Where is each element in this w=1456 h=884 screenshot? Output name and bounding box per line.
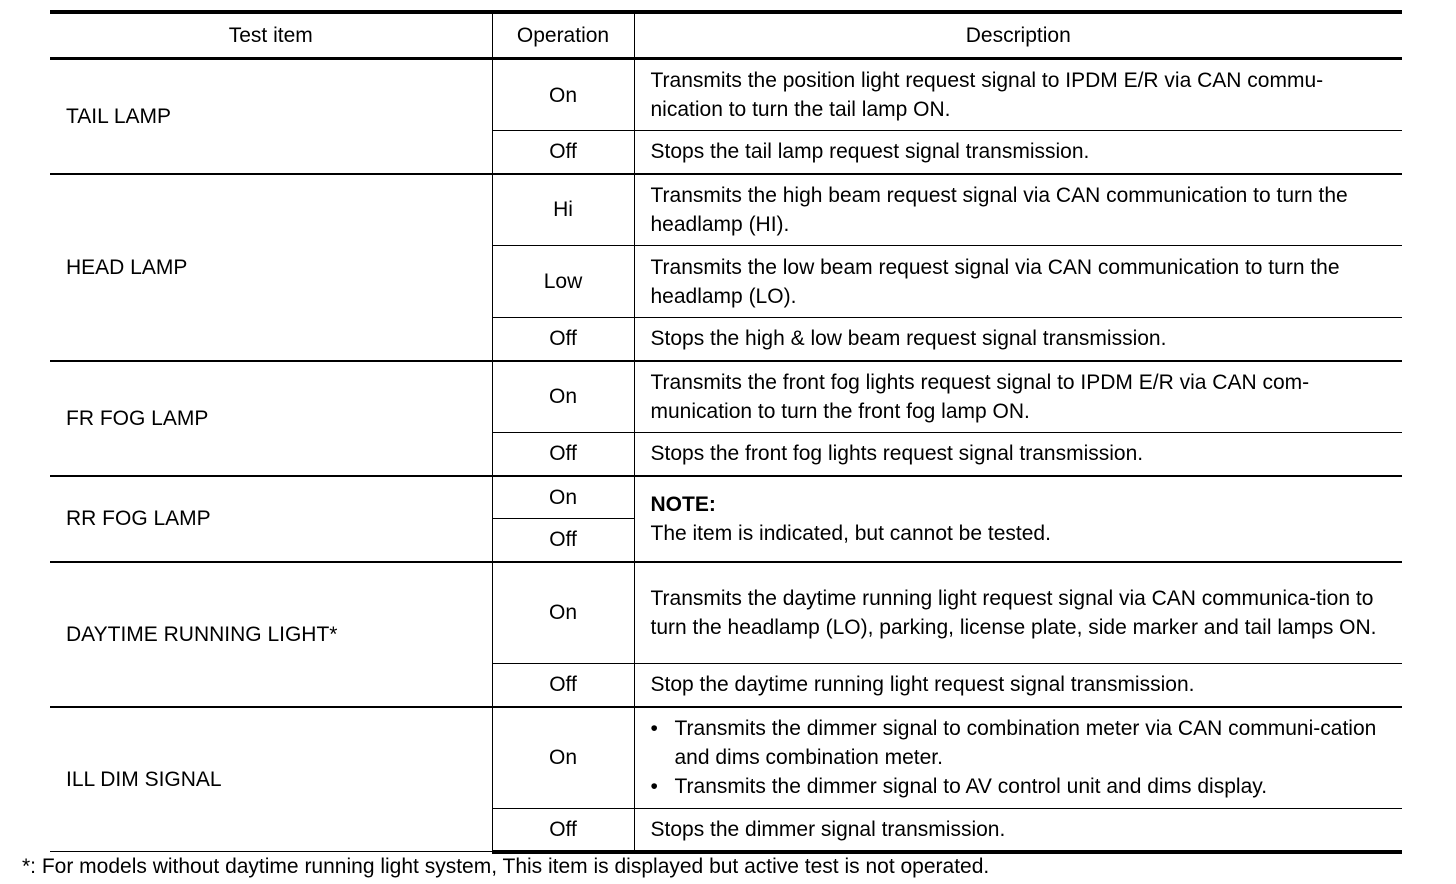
bullet-list [651,714,1389,801]
table-row [50,59,1402,131]
test-item-ill-dim-signal: ILL DIM SIGNAL [50,707,492,852]
bullet-icon: • [650,775,658,799]
bullet-icon: • [650,717,658,741]
bullet-text: Transmits the dimmer signal to combination meter via CAN communi-cation and dims combination meter. [674,717,1377,770]
table-header-row [50,12,1402,59]
operation-cell: Off [492,433,634,476]
operation-cell: Off [492,519,634,562]
header-description: Description [634,12,1402,59]
operation-cell: On [492,59,634,131]
description-cell: Stops the dimmer signal transmission. [634,809,1402,852]
operation-cell: Off [492,131,634,174]
description-cell: Transmits the high beam request signal via CAN communication to turn the headlamp (HI). [634,174,1402,246]
test-item-daytime-running-light: DAYTIME RUNNING LIGHT* [50,562,492,707]
note-cell [634,476,1402,562]
list-item [651,772,1389,801]
operation-cell: Off [492,664,634,707]
operation-cell: On [492,562,634,664]
operation-cell: Hi [492,174,634,246]
operation-cell: Off [492,809,634,852]
active-test-table [50,10,1402,854]
table-row [50,707,1402,809]
footnote: *: For models without daytime running light system, This item is displayed but active test is not operated. [22,855,990,878]
test-item-rr-fog-lamp: RR FOG LAMP [50,476,492,562]
operation-cell: Low [492,246,634,318]
description-cell: Stop the daytime running light request signal transmission. [634,664,1402,707]
test-item-tail-lamp: TAIL LAMP [50,59,492,174]
table-row [50,174,1402,246]
description-cell: Transmits the front fog lights request signal to IPDM E/R via CAN com-munication to turn the front fog lamp ON. [634,361,1402,433]
operation-cell: On [492,361,634,433]
test-item-head-lamp: HEAD LAMP [50,174,492,361]
table-row [50,562,1402,664]
description-cell [634,707,1402,809]
description-cell: Stops the tail lamp request signal transmission. [634,131,1402,174]
description-cell: Transmits the low beam request signal via CAN communication to turn the headlamp (LO). [634,246,1402,318]
note-label: NOTE: [650,492,716,516]
operation-cell: On [492,476,634,519]
table-row [50,476,1402,519]
operation-cell: On [492,707,634,809]
test-item-fr-fog-lamp: FR FOG LAMP [50,361,492,476]
header-operation: Operation [492,12,634,59]
bullet-text: Transmits the dimmer signal to AV control unit and dims display. [674,775,1268,799]
description-cell: Stops the front fog lights request signal transmission. [634,433,1402,476]
header-test-item: Test item [50,12,492,59]
operation-cell: Off [492,318,634,361]
description-cell: Transmits the daytime running light request signal via CAN communica-tion to turn the headlamp (LO), parking, license plate, side marker and tail lamps ON. [634,562,1402,664]
description-cell: Transmits the position light request signal to IPDM E/R via CAN commu-nication to turn the tail lamp ON. [634,59,1402,131]
description-cell: Stops the high & low beam request signal transmission. [634,318,1402,361]
note-text: The item is indicated, but cannot be tested. [650,521,1051,545]
table-row [50,361,1402,433]
list-item [651,714,1389,772]
